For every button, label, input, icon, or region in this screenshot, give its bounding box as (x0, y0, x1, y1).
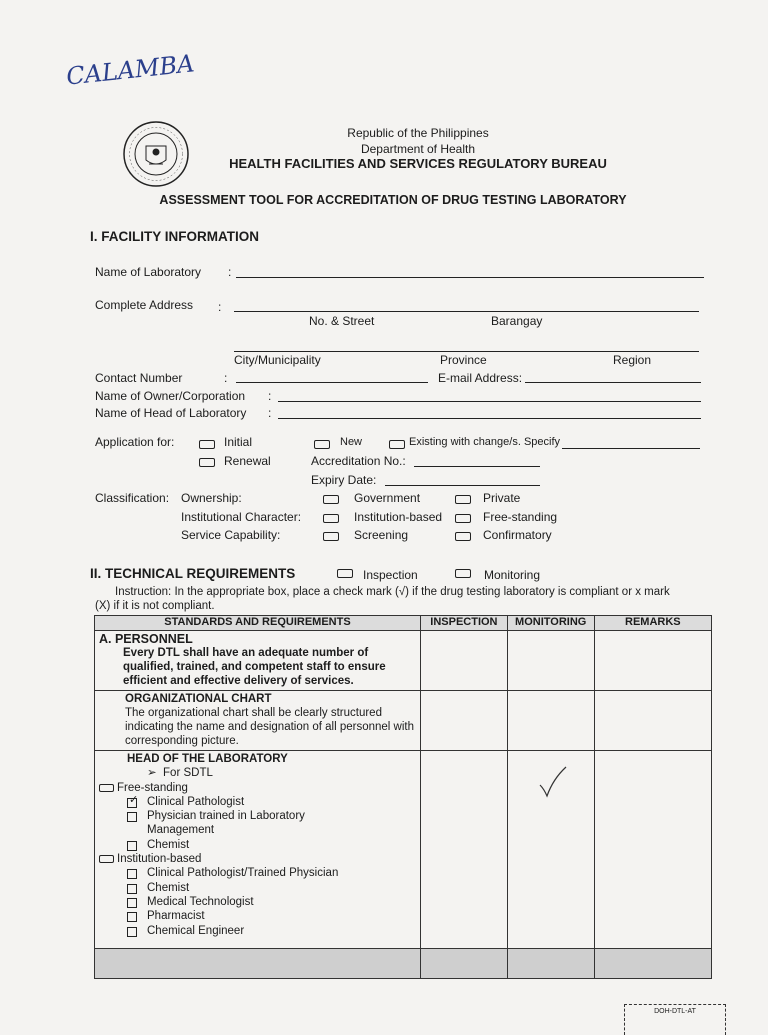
label-initial: Initial (224, 435, 253, 449)
checkbox-renewal[interactable] (199, 458, 215, 467)
label-accreditation-no: Accreditation No.: (311, 454, 406, 468)
label-monitoring: Monitoring (484, 568, 541, 582)
checkbox-head-free-standing[interactable] (99, 784, 114, 792)
remarks-cell[interactable] (594, 631, 711, 691)
field-head[interactable] (278, 418, 701, 419)
org-chart-text: The organizational chart shall be clearly structured indicating the name and designation of all personnel with corresponding picture. (125, 707, 414, 747)
checkbox-inst-item[interactable] (127, 869, 137, 879)
free-standing-label: Free-standing (117, 781, 188, 794)
arrow-bullet-icon: ➢ (147, 767, 157, 780)
checkbox-inst-item[interactable] (127, 912, 137, 922)
header-standards: STANDARDS AND REQUIREMENTS (95, 616, 421, 631)
field-email[interactable] (525, 382, 701, 383)
field-existing-specify[interactable] (562, 448, 700, 449)
institution-based-label: Institution-based (117, 853, 202, 866)
checkbox-government[interactable] (323, 495, 339, 504)
shaded-cell (420, 949, 507, 979)
requirements-table (94, 615, 712, 979)
remarks-cell[interactable] (594, 691, 711, 751)
label-contact-number: Contact Number (95, 371, 183, 385)
label-region: Region (613, 353, 652, 367)
list-item (97, 852, 416, 866)
checkbox-free-standing[interactable] (455, 514, 471, 523)
checked-mark-icon: ✓ (129, 793, 139, 806)
section-technical-requirements: II. TECHNICAL REQUIREMENTS (90, 566, 296, 581)
item-label: Chemist (147, 838, 190, 851)
label-free-standing: Free-standing (483, 510, 558, 524)
field-name-of-laboratory[interactable] (236, 277, 704, 278)
list-item (127, 795, 416, 809)
list-item (147, 766, 416, 780)
monitoring-cell[interactable] (507, 751, 594, 949)
item-label: Physician trained in Laboratory Management (147, 810, 305, 837)
header-remarks: REMARKS (594, 616, 711, 631)
list-item (127, 866, 416, 880)
checkbox-physician-trained[interactable] (127, 812, 137, 822)
label-existing: Existing with change/s. Specify (409, 436, 561, 448)
table-row (95, 631, 712, 691)
header-republic: Republic of the Philippines (347, 126, 489, 140)
label-city: City/Municipality (234, 353, 321, 367)
label-no-street: No. & Street (309, 314, 375, 328)
list-item (127, 895, 416, 909)
field-owner[interactable] (278, 401, 701, 402)
shaded-cell (507, 949, 594, 979)
checkbox-screening[interactable] (323, 532, 339, 541)
checkbox-institution-based[interactable] (323, 514, 339, 523)
colon: : (268, 389, 272, 403)
field-accreditation-no[interactable] (414, 466, 540, 467)
checkbox-monitoring[interactable] (455, 569, 471, 578)
item-label: Medical Technologist (147, 895, 254, 908)
instruction-text: Instruction: In the appropriate box, place a check mark (√) if the drug testing laboratory is compliant or x mark (X) if it is not compliant. (95, 586, 670, 612)
label-head: Name of Head of Laboratory (95, 406, 247, 420)
shaded-cell (594, 949, 711, 979)
inspection-cell[interactable] (420, 691, 507, 751)
checkbox-confirmatory[interactable] (455, 532, 471, 541)
label-classification: Classification: (95, 491, 170, 505)
colon: : (224, 371, 228, 385)
checkbox-initial[interactable] (199, 440, 215, 449)
table-row (95, 691, 712, 751)
field-expiry-date[interactable] (385, 485, 540, 486)
label-name-of-laboratory: Name of Laboratory (95, 265, 202, 279)
checkbox-clinical-pathologist[interactable] (127, 793, 139, 808)
label-complete-address: Complete Address (95, 298, 194, 312)
list-item (127, 909, 416, 923)
inspection-cell[interactable] (420, 631, 507, 691)
monitoring-cell[interactable] (507, 631, 594, 691)
checkbox-inst-item[interactable] (127, 927, 137, 937)
list-item (97, 781, 416, 795)
footer-document-code (624, 1004, 726, 1035)
list-item (127, 809, 347, 838)
header-bureau: HEALTH FACILITIES AND SERVICES REGULATORY BUREAU (229, 156, 607, 171)
personnel-text: Every DTL shall have an adequate number of qualified, trained, and competent staff to ensure efficient and effective delivery of services. (123, 647, 386, 687)
label-institutional-character: Institutional Character: (181, 510, 302, 524)
checkbox-inst-item[interactable] (127, 884, 137, 894)
item-label: Clinical Pathologist/Trained Physician (147, 867, 339, 880)
label-application-for: Application for: (95, 435, 175, 449)
label-ownership: Ownership: (181, 491, 242, 505)
checkbox-private[interactable] (455, 495, 471, 504)
label-email: E-mail Address: (438, 371, 523, 385)
table-header-row (95, 616, 712, 631)
header-inspection: INSPECTION (420, 616, 507, 631)
checkbox-inspection[interactable] (337, 569, 353, 578)
handwritten-check-icon (538, 765, 568, 799)
document-title: ASSESSMENT TOOL FOR ACCREDITATION OF DRUG TESTING LABORATORY (159, 193, 627, 207)
table-row (95, 949, 712, 979)
for-sdtl-label: For SDTL (163, 767, 213, 780)
label-inspection: Inspection (363, 568, 418, 582)
label-province: Province (440, 353, 487, 367)
label-expiry-date: Expiry Date: (311, 473, 377, 487)
checkbox-head-institution-based[interactable] (99, 855, 114, 863)
label-owner: Name of Owner/Corporation (95, 389, 246, 403)
remarks-cell[interactable] (594, 751, 711, 949)
label-government: Government (354, 491, 421, 505)
checkbox-new[interactable] (314, 440, 330, 449)
colon: : (268, 406, 272, 420)
list-item (127, 924, 416, 938)
personnel-title: A. PERSONNEL (99, 632, 193, 646)
header-department: Department of Health (360, 142, 476, 156)
footer-code-text: DOH-DTL-AT (654, 1008, 696, 1015)
label-institution-based: Institution-based (354, 510, 443, 524)
table-row (95, 751, 712, 949)
field-address-street[interactable] (234, 311, 699, 312)
item-label: Clinical Pathologist (147, 795, 245, 808)
label-confirmatory: Confirmatory (483, 528, 552, 542)
checkbox-inst-item[interactable] (127, 898, 137, 908)
label-private: Private (483, 491, 521, 505)
label-screening: Screening (354, 528, 409, 542)
list-item (127, 881, 416, 895)
section-facility-information: I. FACILITY INFORMATION (90, 229, 259, 244)
item-label: Pharmacist (147, 910, 205, 923)
item-label: Chemical Engineer (147, 924, 245, 937)
label-new: New (340, 436, 363, 448)
inspection-cell[interactable] (420, 751, 507, 949)
label-barangay: Barangay (491, 314, 543, 328)
label-renewal: Renewal (224, 454, 271, 468)
monitoring-cell[interactable] (507, 691, 594, 751)
head-of-laboratory-title: HEAD OF THE LABORATORY (127, 753, 288, 765)
field-address-city[interactable] (234, 351, 699, 352)
checkbox-existing[interactable] (389, 440, 405, 449)
item-label: Chemist (147, 881, 190, 894)
shaded-cell (95, 949, 421, 979)
org-chart-title: ORGANIZATIONAL CHART (125, 693, 272, 705)
header-monitoring: MONITORING (507, 616, 594, 631)
label-service-capability: Service Capability: (181, 528, 281, 542)
checkbox-chemist[interactable] (127, 841, 137, 851)
list-item (127, 838, 416, 852)
colon: : (218, 300, 222, 314)
field-contact-number[interactable] (236, 382, 428, 383)
handwritten-note: CALAMBA (64, 49, 196, 91)
colon: : (228, 265, 232, 279)
